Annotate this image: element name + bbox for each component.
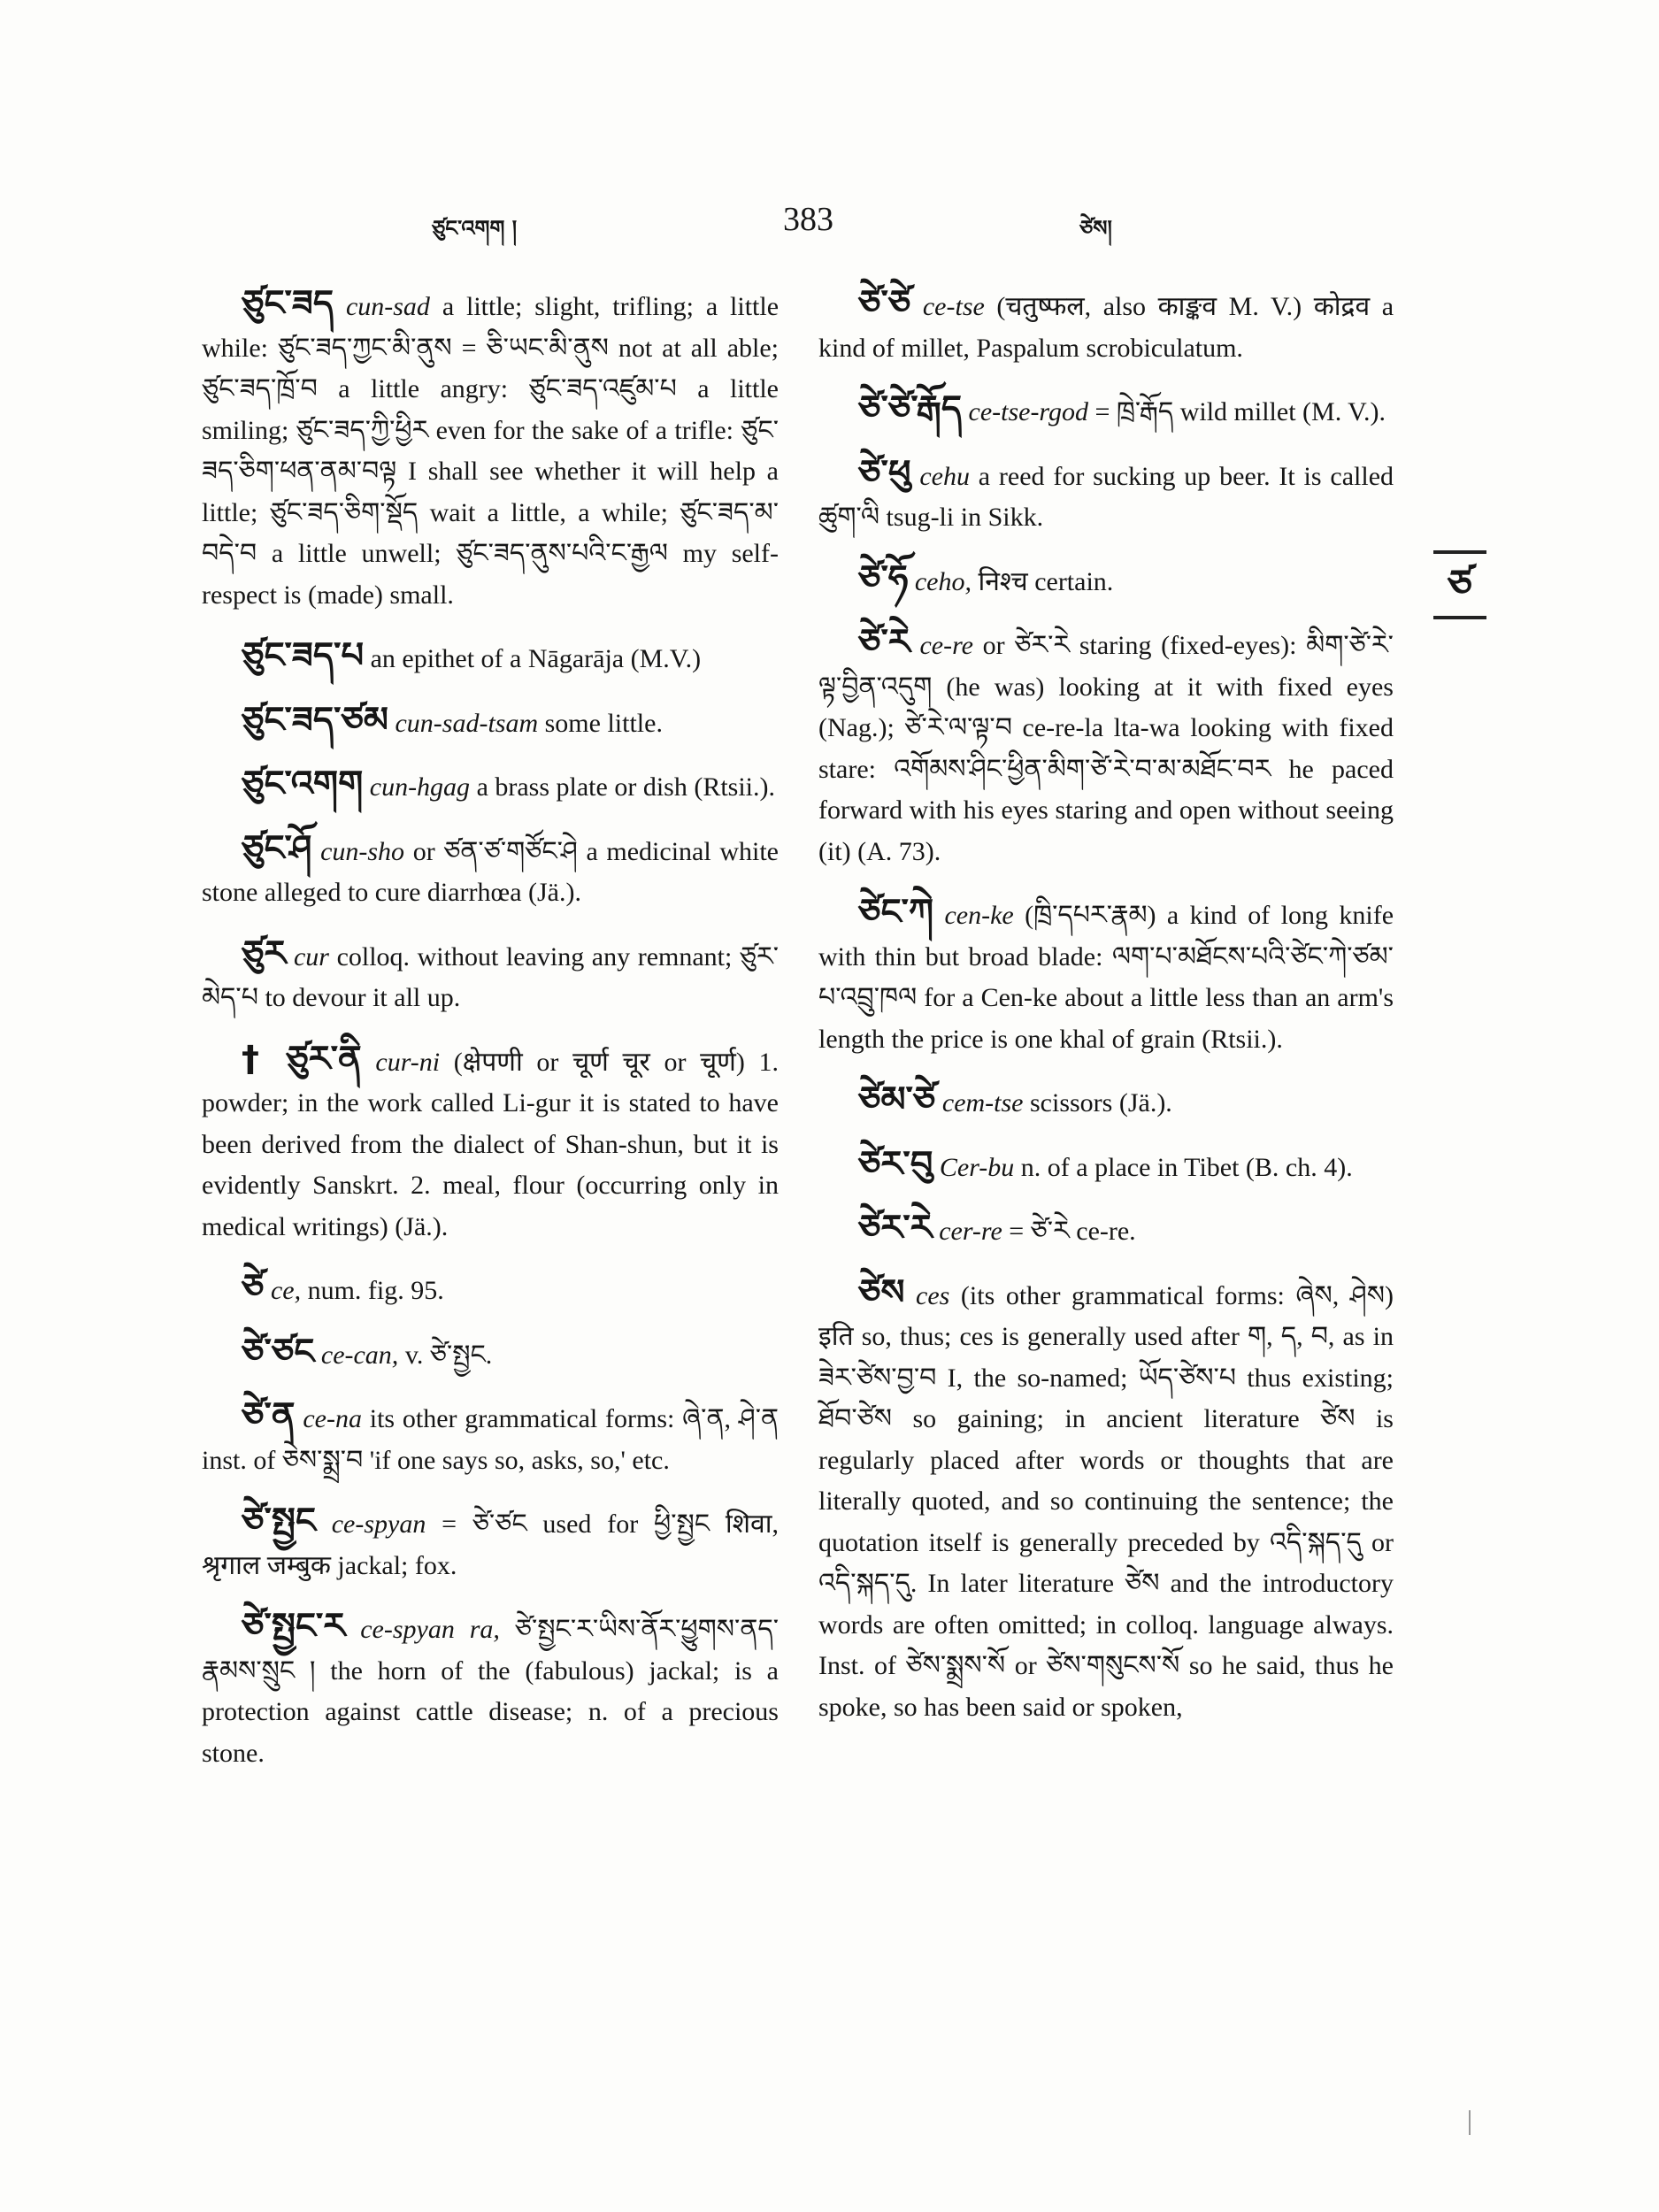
dictionary-entry	[818, 283, 1394, 369]
entry-romanization: ce,	[270, 1276, 302, 1305]
dictionary-entry	[202, 1332, 779, 1377]
entry-definition: n. of a place in Tibet (B. ch. 4).	[1020, 1152, 1353, 1182]
entry-headword: ཙེ	[242, 1267, 265, 1308]
entry-definition: an epithet of a Nāgarāja (M.V.)	[370, 644, 702, 673]
entry-romanization: ce-tse-rgod	[968, 397, 1088, 426]
entry-definition: = ཙེ་ཙང used for ཕྱི་སྤྱང शिवा, श्रृगाल जम्बुक jackal; fox.	[202, 1509, 779, 1580]
entry-headword: ཙེས	[858, 1271, 905, 1313]
entry-romanization: ce-spyan ra,	[360, 1615, 500, 1644]
entry-headword: ཙེ་སྤྱང	[242, 1501, 316, 1541]
entry-headword: ཙེར་རེ	[858, 1208, 933, 1248]
entry-headword: ཙུང་འགག	[242, 764, 364, 804]
dictionary-entry	[818, 558, 1394, 603]
entry-romanization: cer-re	[939, 1217, 1002, 1246]
entry-definition: num. fig. 95.	[307, 1276, 444, 1305]
entry-headword: † ཙུར་ནི	[242, 1038, 362, 1079]
entry-romanization: ce-na	[303, 1404, 362, 1433]
running-head-left: ཙུང་འགག །	[432, 216, 518, 241]
entry-definition: a little; slight, trifling; a little while: ཙུང་ཟད་ཀྱང་མི་ནུས = ཅི་ཡང་མི་ནུས not at all able; ཙུང་ཟད་ཁྲོ་བ a little angry: ཙུང་ཟད་འཛུམ་པ a little smiling; ཙུང་ཟད་ཀྱི་ཕྱིར even for the sake of a trifle: ཙུང་ཟད་ཅིག་ཕན་ནམ་བལྟ I shall see whether it will help a little; ཙུང་ཟད་ཅིག་སྡོད wait a little, a while; ཙུང་ཟད་མ་བདེ་བ a little unwell; ཙུང་ཟད་ནུས་པའི་ང་རྒྱལ my self-respect is (made) small.	[202, 292, 780, 610]
entry-definition: a reed for sucking up beer. It is called ཚུག་ལི tsug-li in Sikk.	[818, 461, 1394, 532]
entry-headword: ཙུང་ཤོ	[242, 827, 312, 869]
entry-headword: ཙེ་ན	[242, 1395, 296, 1436]
entry-definition: (क्षेपणी or चूर्ण चूर or चूर्ण) 1. powder; in the work called Li-gur it is stated to have been derived from the dialect of Shan-shun, but it is evidently Sanskrt. 2. meal, flour (occurring only in medical writings) (Jä.).	[202, 1047, 780, 1241]
entry-definition: scissors (Jä.).	[1030, 1088, 1172, 1118]
entry-romanization: cen-ke	[944, 901, 1014, 930]
dictionary-entry	[818, 1272, 1394, 1729]
margin-mark	[1469, 2110, 1471, 2135]
running-head-right: ཙེས།	[1079, 216, 1112, 241]
dictionary-entry	[818, 892, 1394, 1060]
dictionary-entry	[202, 1395, 779, 1481]
dictionary-entry	[818, 1208, 1394, 1253]
dictionary-entry	[202, 828, 779, 914]
entry-headword: ཙུང་ཟད་ཙམ	[242, 699, 388, 741]
entry-romanization: ce-spyan	[331, 1509, 426, 1539]
thumb-index-letter: ཙ	[1448, 562, 1472, 607]
entry-headword: ཙེ་ཙེ་རྒོད	[858, 388, 962, 429]
dictionary-entry	[202, 764, 779, 809]
entry-definition: some little.	[544, 708, 663, 738]
entry-definition: = ཙེ་རེ ce-re.	[1009, 1217, 1136, 1246]
dictionary-entry	[202, 1606, 779, 1774]
entry-definition: निश्च certain.	[978, 566, 1114, 596]
dictionary-entry	[202, 700, 779, 745]
dictionary-entry	[202, 933, 779, 1019]
entry-romanization: ceho,	[914, 566, 972, 596]
entry-romanization: cur-ni	[375, 1047, 441, 1077]
entry-headword: ཙེར་བུ	[858, 1143, 933, 1185]
entry-romanization: Cer-bu	[939, 1152, 1015, 1182]
entry-headword: ཙུར	[242, 933, 287, 974]
right-column	[818, 283, 1394, 1747]
dictionary-entry	[202, 1501, 779, 1586]
dictionary-entry	[818, 1144, 1394, 1189]
dictionary-entry	[202, 635, 779, 680]
entry-headword: ཙུང་ཟད་པ	[242, 635, 365, 676]
entry-headword: ཙེ་ཙང	[242, 1331, 315, 1372]
entry-romanization: cehu	[919, 461, 970, 491]
entry-headword: ཙེ་རེ	[858, 622, 910, 663]
entry-headword: ཙེང་ཀེ	[858, 892, 934, 933]
entry-romanization: cun-sad-tsam	[395, 708, 539, 738]
dictionary-entry	[202, 283, 779, 616]
entry-definition: a brass plate or dish (Rtsii.).	[476, 772, 776, 802]
dictionary-entry	[818, 388, 1394, 434]
dictionary-entry	[202, 1039, 779, 1248]
entry-romanization: cun-sad	[345, 292, 430, 321]
entry-romanization: ce-re	[919, 631, 973, 660]
entry-romanization: cem-tse	[941, 1088, 1024, 1118]
entry-definition: its other grammatical forms: ཞེ་ན, ཤེ་ན inst. of ཅེས་སྨྲ་བ 'if one says so, asks, so,' etc.	[202, 1404, 780, 1475]
entry-romanization: ces	[916, 1280, 950, 1310]
entry-romanization: cur	[293, 941, 329, 972]
dictionary-entry	[818, 453, 1394, 539]
dictionary-entry	[818, 1079, 1394, 1125]
entry-definition: colloq. without leaving any remnant; ཙུར་མེད་པ to devour it all up.	[202, 941, 779, 1012]
left-column	[202, 283, 779, 1793]
entry-definition: (ཁྲི་དཔར་རྣམ) a kind of long knife with thin but broad blade: ལག་པ་མཐོངས་པའི་ཙེང་ཀེ་ཙམ་པ་འབྲུ་ཁལ for a Cen-ke about a little less than an arm's length the price is one khal of grain (Rtsii.).	[818, 901, 1394, 1054]
dictionary-entry	[202, 1267, 779, 1312]
entry-romanization: ce-can,	[320, 1340, 399, 1370]
entry-headword: ཙེ་ཧོ	[858, 557, 909, 599]
entry-romanization: ce-tse	[922, 292, 985, 321]
thumb-index-tab	[1433, 550, 1486, 619]
entry-headword: ཙེ་སྤྱང་ར	[242, 1606, 346, 1647]
entry-romanization: cun-hgag	[369, 772, 471, 802]
entry-headword: ཙེམ་ཙེ	[858, 1079, 936, 1120]
entry-headword: ཙེ་ཙེ	[858, 283, 911, 324]
entry-romanization: cun-sho	[320, 836, 405, 866]
entry-definition: = ཁྲེ་རྒོད wild millet (M. V.).	[1094, 397, 1386, 426]
entry-definition: v. ཙེ་སྤྱང.	[404, 1340, 493, 1370]
entry-headword: ཙུང་ཟད	[242, 283, 334, 324]
entry-definition: or ཙན་ཙ་གཙོང་ཤེ a medicinal white stone alleged to cure diarrhœa (Jä.).	[202, 836, 779, 907]
entry-definition: (its other grammatical forms: ཞེས, ཤེས) इति so, thus; ces is generally used after ག, ད, བ, as in ཟེར་ཙེས་བྱ་བ I, the so-named; ཡོད་ཙེས་པ thus existing; ཐོབ་ཙེས so gaining; in ancient literature ཙེས is regularly placed after words or thoughts that are literally quoted, and so continuing the sentence; the quotation itself is generally preceded by འདི་སྐད་དུ or འདི་སྐད་དུ. In later literature ཙེས and the introductory words are often omitted; in colloq. language always. Inst. of ཙེས་སྨྲས་སོ or ཙེས་གསུངས་སོ so he said, thus he spoke, so has been said or spoken,	[818, 1280, 1394, 1722]
entry-headword: ཙེ་ཕུ	[858, 452, 911, 494]
dictionary-entry	[818, 622, 1394, 872]
entry-definition: or ཙེར་རེ staring (fixed-eyes): མིག་ཙེ་རེ་ལྟ་བྱིན་འདུག (he was) looking at it with fixed eyes (Nag.); ཙེ་རེ་ལ་ལྟ་བ ce-re-la lta-wa looking with fixed stare: འགོམས་ཤིང་ཕྱིན་མིག་ཙེ་རེ་བ་མ་མཐོང་བར he paced forward with his eyes staring and open without seeing (it) (A. 73).	[818, 631, 1394, 866]
page-header	[0, 201, 1659, 258]
entry-definition: ཙེ་སྤྱང་ར་ཡིས་ནོར་ཕྱུགས་ནད་རྣམས་སྲུང ། the horn of the (fabulous) jackal; is a protection against cattle disease; n. of a precious stone.	[202, 1615, 780, 1768]
page-number: 383	[783, 201, 833, 238]
entry-definition: (चतुष्फल, also काङ्कव M. V.) कोद्रव a kind of millet, Paspalum scrobiculatum.	[818, 292, 1394, 363]
